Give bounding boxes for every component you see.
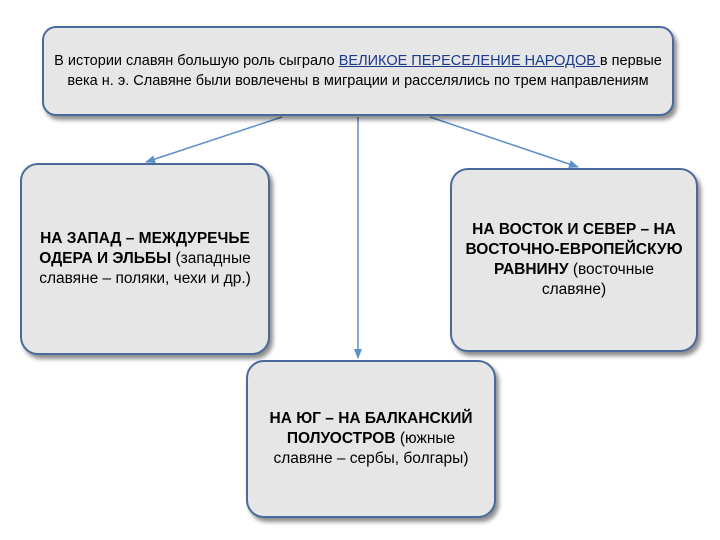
west-title: НА ЗАПАД – МЕЖДУРЕЧЬЕ ОДЕРА И ЭЛЬБЫ: [39, 230, 250, 267]
east-text: [464, 220, 684, 300]
west-text: [34, 229, 256, 289]
west-note: (западные славяне – поляки, чехи и др.): [39, 250, 251, 287]
intro-text-after: в первые века н. э. Славяне были вовлечены в миграции и расселялись по трем направлениям: [67, 53, 662, 89]
intro-text: [54, 51, 662, 91]
great-migration-link[interactable]: ВЕЛИКОЕ ПЕРЕСЕЛЕНИЕ НАРОДОВ: [338, 53, 600, 69]
south-text: [260, 409, 482, 469]
south-direction-box: [246, 360, 496, 518]
intro-box: [42, 26, 674, 116]
west-direction-box: [20, 163, 270, 355]
east-title: НА ВОСТОК И СЕВЕР – НА ВОСТОЧНО-ЕВРОПЕЙСКУЮ РАВНИНУ: [465, 221, 683, 278]
east-note: (восточные славяне): [541, 261, 655, 298]
intro-text-before: В истории славян большую роль сыграло: [54, 53, 339, 69]
south-note: (южные славяне – сербы, болгары): [273, 430, 469, 467]
arrow-to-west: [146, 117, 282, 162]
arrow-to-east: [430, 117, 578, 167]
south-title: НА ЮГ – НА БАЛКАНСКИЙ ПОЛУОСТРОВ: [269, 410, 473, 447]
east-direction-box: [450, 168, 698, 352]
